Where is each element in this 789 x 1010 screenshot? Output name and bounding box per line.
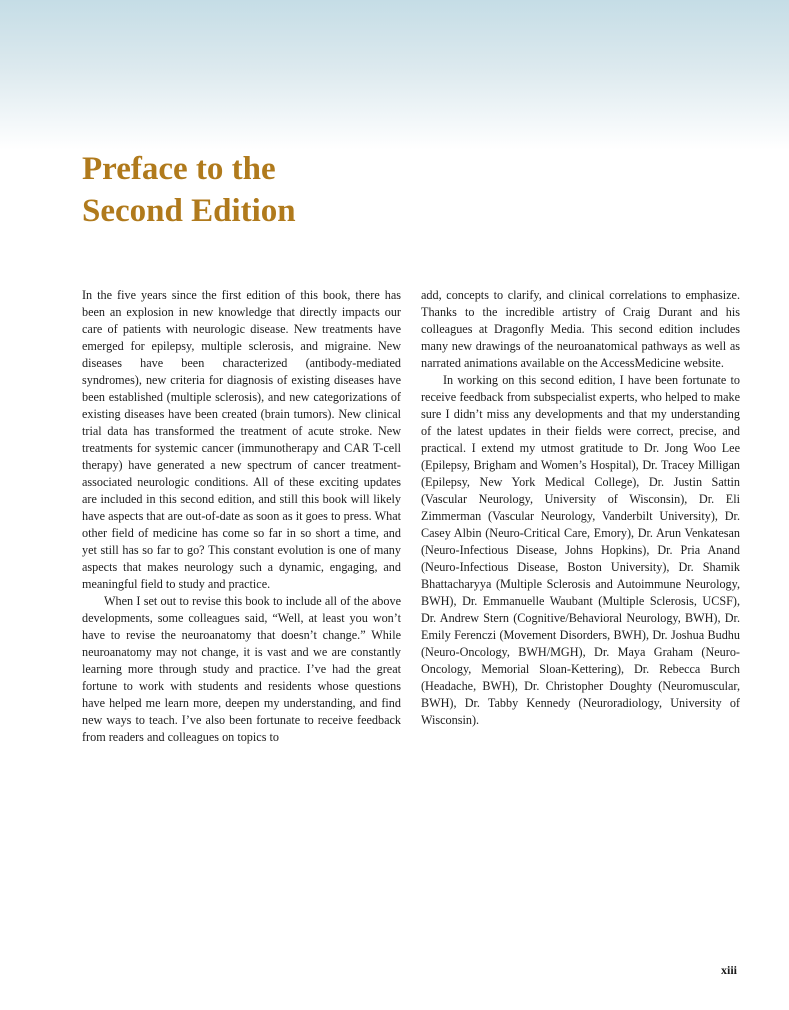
header-gradient-band <box>0 0 789 150</box>
paragraph-1: In the five years since the first edition of this book, there has been an explosion in new knowledge that directly impacts our care of patients with neurologic disease. New treatments have emerged for epilepsy, multiple sclerosis, and migraine. New diseases have been characterized (antibody-mediated syndromes), new criteria for diagnosis of existing diseases have been established (multiple sclerosis), and new categorizations of existing diseases have been created (brain tumors). New clinical trial data has transformed the treatment of acute stroke. New treatments for systemic cancer (immunotherapy and CAR T-cell therapy) have generated a new spectrum of cancer treatment-associated neurologic conditions. All of these exciting updates are included in this second edition, and still this book will likely have aspects that are out-of-date as soon as it goes to press. What other field of medicine has come so far in so short a time, and yet still has so far to go? This constant evolution is one of many aspects that makes neurology such a dynamic, engaging, and meaningful field to study and practice. <box>82 288 401 591</box>
paragraph-3: In working on this second edition, I have been fortunate to receive feedback from subspecialist experts, who helped to make sure I didn’t miss any developments and that my understanding of the latest updates in their fields were correct, precise, and practical. I extend my utmost gratitude to Dr. Jong Woo Lee (Epilepsy, Brigham and Women’s Hospital), Dr. Tracey Milligan (Epilepsy, New York Medical College), Dr. Justin Sattin (Vascular Neurology, University of Wisconsin), Dr. Eli Zimmerman (Vascular Neurology, Vanderbilt University), Dr. Casey Albin (Neuro-Critical Care, Emory), Dr. Arun Venkatesan (Neuro-Infectious Disease, Johns Hopkins), Dr. Pria Anand (Neuro-Infectious Disease, Boston University), Dr. Shamik Bhattacharyya (Multiple Sclerosis and Autoimmune Neurology, BWH), Dr. Emmanuelle Waubant (Multiple Sclerosis, UCSF), Dr. Andrew Stern (Cognitive/Behavioral Neurology, BWH), Dr. Emily Ferenczi (Movement Disorders, BWH), Dr. Joshua Budhu (Neuro-Oncology, BWH/MGH), Dr. Maya Graham (Neuro-Oncology, Memorial Sloan-Kettering), Dr. Rebecca Burch (Headache, BWH), Dr. Christopher Doughty (Neuromuscular, BWH), Dr. Tabby Kennedy (Neuroradiology, University of Wisconsin). <box>421 373 740 727</box>
title-line-1: Preface to the <box>82 151 276 187</box>
paragraph-2-part-1: When I set out to revise this book to include all of the above developments, some colleagues said, “Well, at least you won’t have to revise the neuroanatomy that doesn’t change.” While neuroanatomy may not change, it is vast and we are constantly learning more through study and practice. I’ve had the great fortune to work with students and residents whose questions have helped me learn more, deepen my understanding, and find new ways to teach. I’ve also been fortunate to receive feedback from readers and colleagues on topics to <box>82 594 401 744</box>
page-title <box>82 148 296 232</box>
title-line-2: Second Edition <box>82 193 296 229</box>
left-text-column <box>82 287 401 746</box>
paragraph-2-part-2: add, concepts to clarify, and clinical correlations to emphasize. Thanks to the incredible artistry of Craig Durant and his colleagues at Dragonfly Media. This second edition includes many new drawings of the neuroanatomical pathways as well as narrated animations available on the AccessMedicine website. <box>421 288 740 370</box>
right-text-column <box>421 287 740 729</box>
page-number: xiii <box>720 963 737 977</box>
